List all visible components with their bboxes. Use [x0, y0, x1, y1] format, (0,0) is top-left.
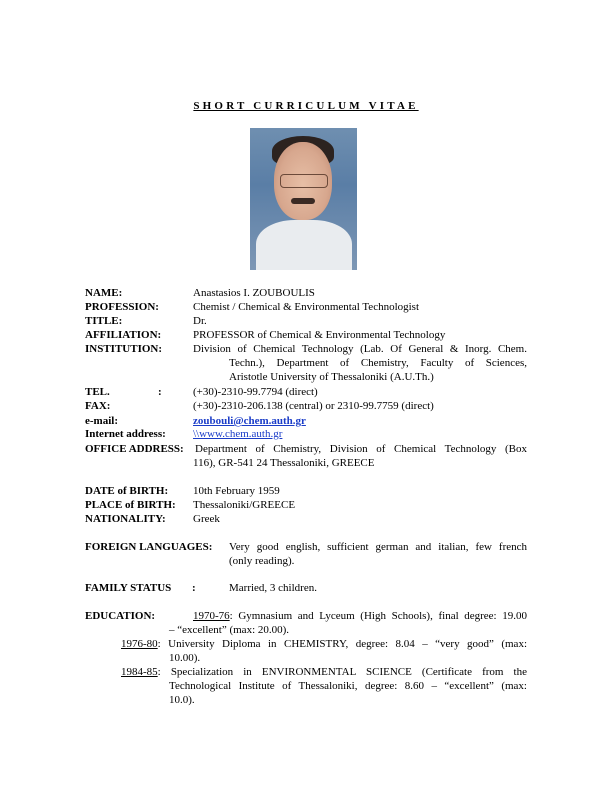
document-title: SHORT CURRICULUM VITAE: [193, 100, 419, 112]
nationality-value: Greek: [193, 513, 220, 525]
education-item-2: [121, 638, 527, 651]
internet-label: Internet address:: [85, 428, 166, 440]
education-line-1b: – “excellent” (max: 20.00).: [169, 624, 290, 636]
office-label: OFFICE ADDRESS:: [85, 443, 184, 455]
family-colon: :: [192, 582, 196, 594]
institution-line1: Division of Chemical Technology (Lab. Of General & Inorg. Chem.: [193, 343, 527, 355]
title-value: Dr.: [193, 315, 207, 327]
tel-value: (+30)-2310-99.7794 (direct): [193, 386, 318, 398]
affiliation-label: AFFILIATION:: [85, 329, 162, 341]
fax-value: (+30)-2310-206.138 (central) or 2310-99.7759 (direct): [193, 400, 434, 412]
fax-label: FAX:: [85, 400, 111, 412]
email-label: e-mail:: [85, 415, 118, 427]
nationality-label: NATIONALITY:: [85, 513, 166, 525]
education-years-2: 1976-80: [121, 638, 158, 650]
languages-line2: (only reading).: [229, 555, 295, 567]
education-years-1: 1970-76: [193, 610, 230, 622]
education-line-3c: 10.0).: [169, 694, 195, 706]
tel-label: TEL.: [85, 386, 110, 398]
affiliation-value: PROFESSOR of Chemical & Environmental Technology: [193, 329, 446, 341]
education-years-3: 1984-85: [121, 666, 158, 678]
institution-label: INSTITUTION:: [85, 343, 163, 355]
education-label: EDUCATION:: [85, 610, 156, 622]
education-item-3: [121, 666, 527, 679]
website-link[interactable]: \\www.chem.auth.gr: [193, 428, 283, 440]
education-line-1a: : Gymnasium and Lyceum (High Schools), final degree: 19.00: [229, 610, 527, 622]
family-label: FAMILY STATUS: [85, 582, 172, 594]
pob-value: Thessaloniki/GREECE: [193, 499, 296, 511]
profession-label: PROFESSION:: [85, 301, 159, 313]
email-link[interactable]: zoubouli@chem.auth.gr: [193, 415, 306, 427]
office-line1: Department of Chemistry, Division of Chemical Technology (Box: [195, 443, 527, 455]
title-label: TITLE:: [85, 315, 123, 327]
languages-line1: Very good english, sufficient german and italian, few french: [229, 541, 527, 553]
pob-label: PLACE of BIRTH:: [85, 499, 176, 511]
education-line-3b: Technological Institute of Thessaloniki, degree: 8.60 – “excellent” (max:: [169, 680, 527, 692]
dob-label: DATE of BIRTH:: [85, 485, 169, 497]
education-item-1: [193, 610, 527, 623]
education-line-2b: 10.00).: [169, 652, 201, 664]
tel-colon: :: [158, 386, 162, 398]
profession-value: Chemist / Chemical & Environmental Technologist: [193, 301, 420, 313]
name-label: NAME:: [85, 287, 123, 299]
education-line-2a: : University Diploma in CHEMISTRY, degree: 8.04 – “very good” (max:: [157, 638, 527, 650]
name-value: Anastasios I. ZOUBOULIS: [193, 287, 315, 299]
languages-label: FOREIGN LANGUAGES:: [85, 541, 213, 553]
institution-line2: Techn.), Department of Chemistry, Faculty of Sciences,: [229, 357, 527, 369]
institution-line3: Aristotle University of Thessaloniki (A.U.Th.): [229, 371, 434, 383]
family-value: Married, 3 children.: [229, 582, 317, 594]
portrait-photo: [250, 128, 357, 270]
office-line2: 116), GR-541 24 Thessaloniki, GREECE: [193, 457, 375, 469]
dob-value: 10th February 1959: [193, 485, 280, 497]
education-line-3a: : Specialization in ENVIRONMENTAL SCIENCE (Certificate from the: [157, 666, 527, 678]
